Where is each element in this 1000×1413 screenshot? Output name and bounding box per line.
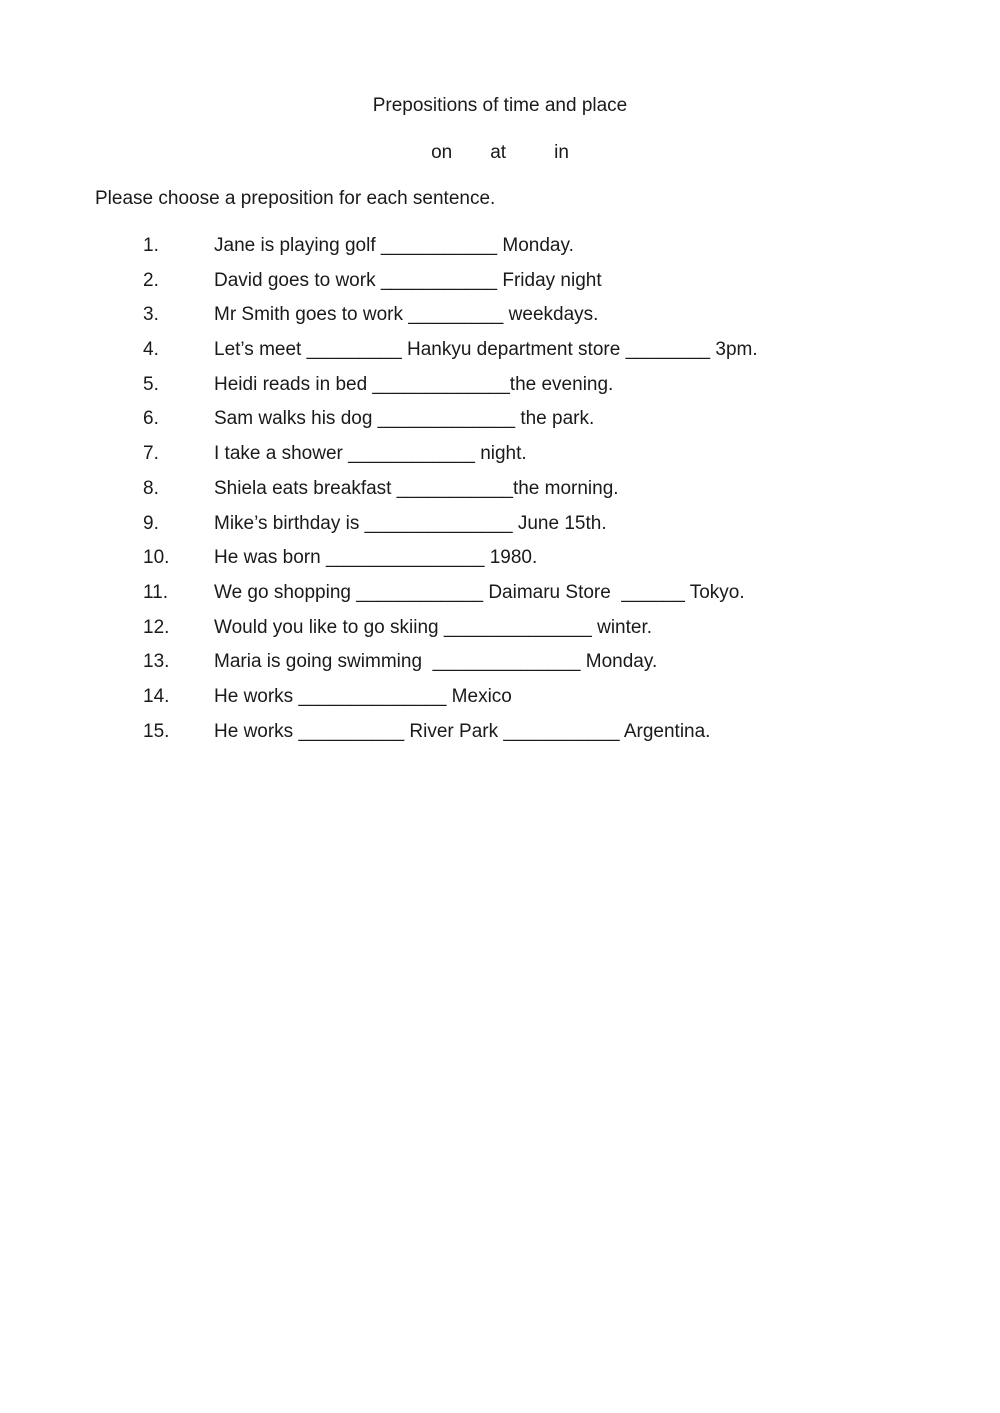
question-text: Let’s meet _________ Hankyu department store ________ 3pm. <box>214 339 758 361</box>
question-text: Shiela eats breakfast ___________the morning. <box>214 477 619 499</box>
word-bank-on: on <box>431 142 453 163</box>
question-number: 8. <box>143 477 159 499</box>
question-item <box>0 302 1000 337</box>
question-item <box>0 268 1000 303</box>
word-bank-in: in <box>554 142 569 163</box>
question-item <box>0 441 1000 476</box>
question-text: Heidi reads in bed _____________the evening. <box>214 373 614 395</box>
question-number: 3. <box>143 304 159 326</box>
question-list <box>0 233 1000 753</box>
word-bank <box>0 142 1000 164</box>
word-bank-at: at <box>490 142 507 163</box>
question-item <box>0 511 1000 546</box>
question-text: Maria is going swimming ______________ Monday. <box>214 651 658 673</box>
question-item <box>0 684 1000 719</box>
question-text: We go shopping ____________ Daimaru Store ______ Tokyo. <box>214 581 745 603</box>
question-text: I take a shower ____________ night. <box>214 443 527 465</box>
question-text: Mike’s birthday is ______________ June 15th. <box>214 512 607 534</box>
question-number: 12. <box>143 616 170 638</box>
question-number: 7. <box>143 443 159 465</box>
question-item <box>0 476 1000 511</box>
question-text: Mr Smith goes to work _________ weekdays. <box>214 304 599 326</box>
worksheet-title: Prepositions of time and place <box>372 95 628 116</box>
question-item <box>0 719 1000 754</box>
question-item <box>0 372 1000 407</box>
question-number: 14. <box>143 685 170 707</box>
question-number: 2. <box>143 269 159 291</box>
question-text: He works ______________ Mexico <box>214 685 512 707</box>
question-text: He works __________ River Park ___________ Argentina. <box>214 720 711 742</box>
question-number: 10. <box>143 547 170 569</box>
question-text: He was born _______________ 1980. <box>214 547 538 569</box>
question-item <box>0 545 1000 580</box>
question-item <box>0 615 1000 650</box>
question-number: 1. <box>143 235 159 256</box>
question-number: 4. <box>143 339 159 361</box>
question-text: Would you like to go skiing ______________ winter. <box>214 616 653 638</box>
question-item <box>0 233 1000 268</box>
question-number: 5. <box>143 373 159 395</box>
question-text: David goes to work ___________ Friday night <box>214 269 602 291</box>
question-number: 9. <box>143 512 159 534</box>
question-item <box>0 580 1000 615</box>
question-number: 11. <box>143 581 169 603</box>
question-number: 13. <box>143 651 170 673</box>
question-text: Sam walks his dog _____________ the park. <box>214 408 595 430</box>
question-item <box>0 337 1000 372</box>
question-item <box>0 649 1000 684</box>
question-text: Jane is playing golf ___________ Monday. <box>214 235 574 256</box>
question-item <box>0 406 1000 441</box>
question-number: 15. <box>143 720 170 742</box>
instruction-text: Please choose a preposition for each sentence. <box>95 188 496 209</box>
question-number: 6. <box>143 408 159 430</box>
